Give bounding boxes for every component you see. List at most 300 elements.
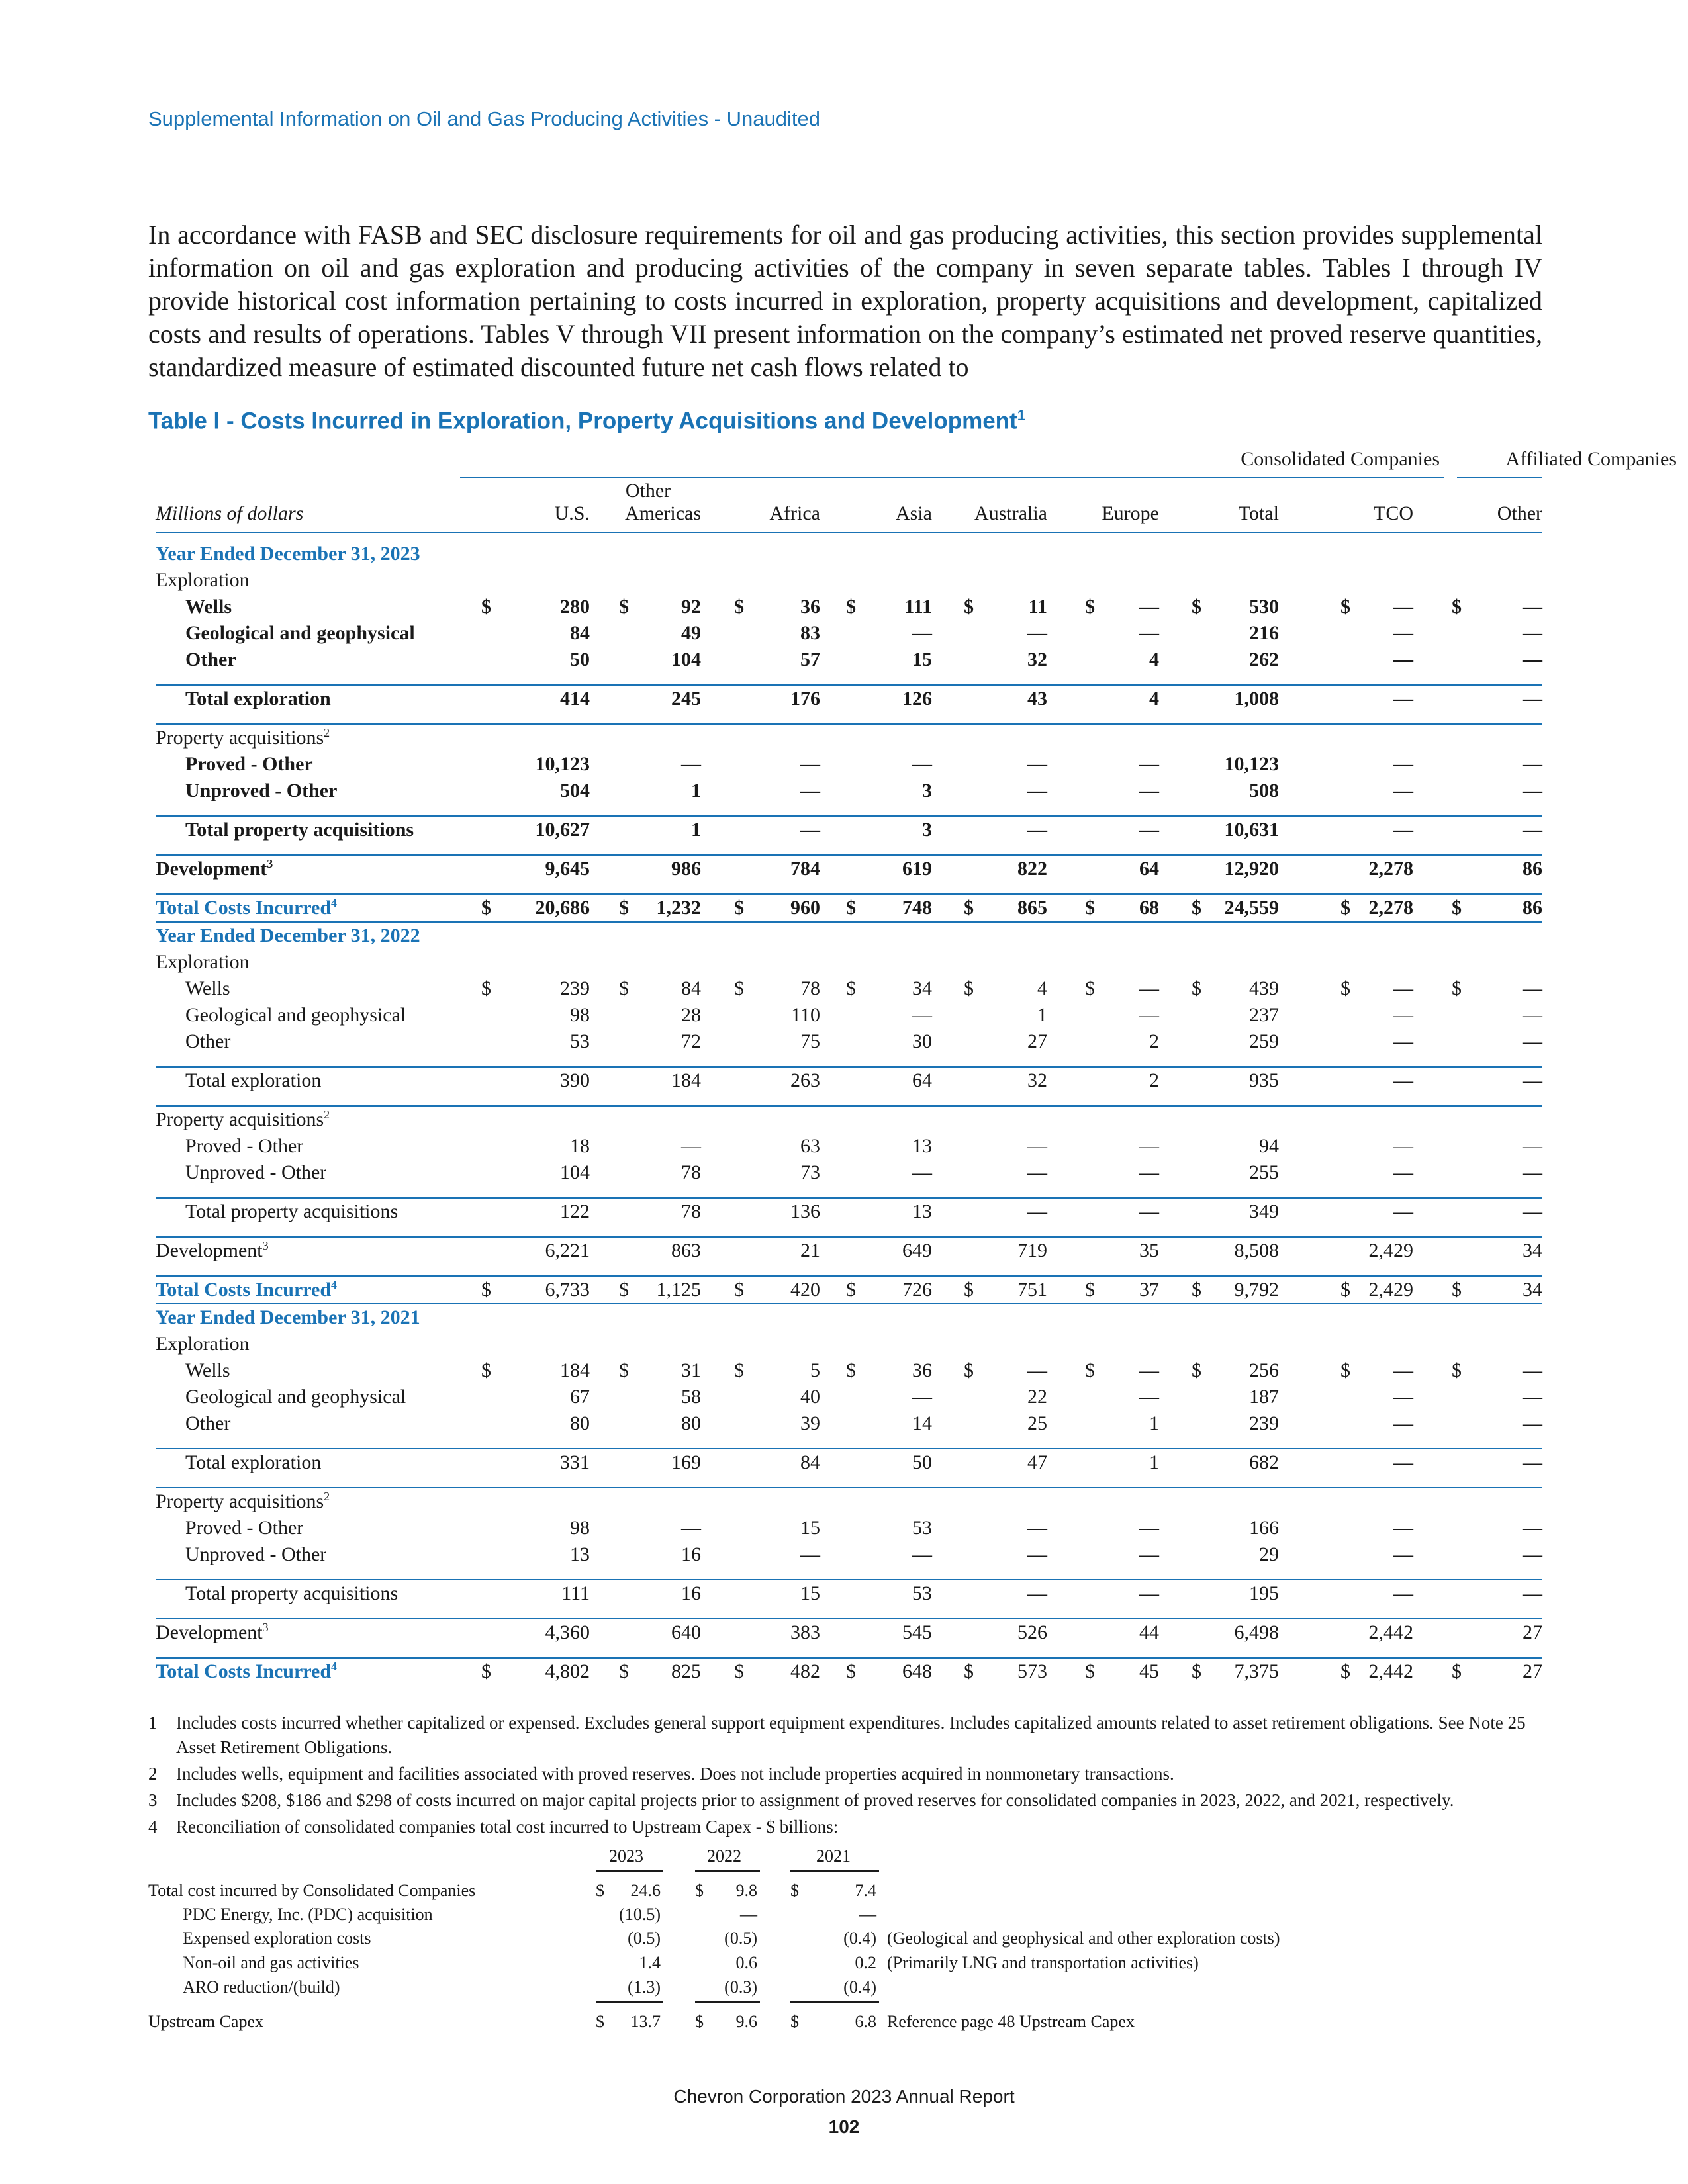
table-cell: 126 xyxy=(902,688,932,709)
table-cell: 2,442 xyxy=(1368,1621,1413,1643)
table-cell: 8,508 xyxy=(1234,1240,1279,1261)
dollar-sign: $ xyxy=(846,978,856,999)
table-cell: — xyxy=(1139,1517,1159,1539)
table-cell: 39 xyxy=(800,1412,820,1434)
table-cell: 83 xyxy=(800,622,820,644)
row-label-text: Total exploration xyxy=(185,688,331,709)
recon-row xyxy=(148,1927,1542,1950)
table-cell: 16 xyxy=(681,1582,701,1604)
row-label xyxy=(156,567,250,594)
page-header: Supplemental Information on Oil and Gas Producing Activities - Unaudited xyxy=(148,107,820,130)
row-label-text: Property acquisitions xyxy=(156,1490,324,1512)
dollar-sign: $ xyxy=(619,1661,629,1682)
dollar-sign: $ xyxy=(1452,978,1462,999)
table-cell: — xyxy=(1393,1412,1413,1434)
dollar-sign: $ xyxy=(1340,1279,1350,1300)
table-cell: 75 xyxy=(800,1030,820,1052)
table-cell: — xyxy=(1393,688,1413,709)
table-cell: 3 xyxy=(922,819,932,841)
dollar-sign: $ xyxy=(481,1279,491,1300)
table-cell: — xyxy=(1393,780,1413,801)
row-label xyxy=(185,1199,398,1225)
footnote-ref: 4 xyxy=(331,1278,338,1291)
column-header-line1 xyxy=(1281,480,1413,502)
recon-header-rule xyxy=(790,1870,879,1872)
table-cell: 748 xyxy=(902,897,932,919)
row-label-text: Development xyxy=(156,1240,263,1261)
table-cell: — xyxy=(1523,1412,1542,1434)
table-cell: 2 xyxy=(1149,1069,1159,1091)
row-label-text: Exploration xyxy=(156,1333,250,1355)
table-cell: — xyxy=(1027,622,1047,644)
table-cell: 5 xyxy=(810,1359,820,1381)
table-cell: — xyxy=(1027,1161,1047,1183)
table-row xyxy=(156,751,1542,778)
table-cell: 414 xyxy=(560,688,590,709)
table-cell: 935 xyxy=(1249,1069,1279,1091)
row-label xyxy=(185,647,236,673)
table-cell: 57 xyxy=(800,649,820,670)
table-cell: — xyxy=(1027,1582,1047,1604)
column-header xyxy=(1147,480,1279,525)
table-cell: 30 xyxy=(912,1030,932,1052)
table-cell: 2,429 xyxy=(1368,1240,1413,1261)
row-label xyxy=(185,1357,230,1384)
table-cell: — xyxy=(1523,1517,1542,1539)
recon-cell: — xyxy=(859,1905,876,1924)
table-cell: 43 xyxy=(1027,688,1047,709)
table-cell: 1 xyxy=(1149,1412,1159,1434)
table-cell: 239 xyxy=(1249,1412,1279,1434)
row-label-text: Unproved - Other xyxy=(185,780,338,801)
table-cell: 169 xyxy=(671,1451,701,1473)
table-cell: 4 xyxy=(1149,649,1159,670)
dollar-sign: $ xyxy=(964,1359,974,1381)
footnote-number: 3 xyxy=(148,1790,158,1810)
dollar-sign: $ xyxy=(619,1359,629,1381)
table-row xyxy=(156,893,1542,921)
table-cell: — xyxy=(1523,1161,1542,1183)
table-cell: 36 xyxy=(912,1359,932,1381)
row-label-text: Unproved - Other xyxy=(185,1161,327,1183)
recon-cell: (0.5) xyxy=(628,1929,661,1948)
footnotes xyxy=(148,1711,1542,1841)
dollar-sign: $ xyxy=(790,1881,799,1900)
row-label-text: Wells xyxy=(185,1359,230,1381)
column-header-line2: Africa xyxy=(769,502,820,524)
table-cell: — xyxy=(1139,1161,1159,1183)
table-cell: — xyxy=(1139,1543,1159,1565)
table-row xyxy=(156,1236,1542,1264)
row-label xyxy=(156,1619,269,1646)
recon-note: (Primarily LNG and transportation activities) xyxy=(887,1953,1199,1972)
table-cell: — xyxy=(1139,1582,1159,1604)
dollar-sign: $ xyxy=(1340,1661,1350,1682)
table-cell: — xyxy=(800,753,820,775)
table-cell: — xyxy=(681,1135,701,1157)
table-cell: 20,686 xyxy=(535,897,590,919)
header-rule xyxy=(156,532,1542,533)
table-cell: 530 xyxy=(1249,596,1279,617)
table-cell: 13 xyxy=(570,1543,590,1565)
table-cell: 439 xyxy=(1249,978,1279,999)
recon-cell: (0.4) xyxy=(843,1978,876,1997)
table-cell: 25 xyxy=(1027,1412,1047,1434)
dollar-sign: $ xyxy=(1085,1661,1095,1682)
footnote-ref: 3 xyxy=(262,1621,269,1634)
row-label-text: Exploration xyxy=(156,569,250,591)
table-cell: 4,360 xyxy=(545,1621,590,1643)
column-header xyxy=(1410,480,1542,525)
row-label xyxy=(185,1028,230,1055)
dollar-sign: $ xyxy=(1085,978,1095,999)
dollar-sign: $ xyxy=(1452,1359,1462,1381)
dollar-sign: $ xyxy=(1085,1359,1095,1381)
table-cell: — xyxy=(1523,1135,1542,1157)
table-row xyxy=(156,1275,1542,1303)
table-cell: 262 xyxy=(1249,649,1279,670)
table-cell: — xyxy=(1027,780,1047,801)
row-label-text: Total Costs Incurred xyxy=(156,1661,332,1682)
footnote-ref: 3 xyxy=(262,1239,269,1252)
table-cell: 256 xyxy=(1249,1359,1279,1381)
table-cell: 10,627 xyxy=(535,819,590,841)
table-cell: — xyxy=(1523,753,1542,775)
row-label-text: Development xyxy=(156,1621,263,1643)
table-cell: — xyxy=(1523,1386,1542,1408)
row-label-text: Wells xyxy=(185,978,230,999)
recon-row-label: ARO reduction/(build) xyxy=(183,1978,340,1997)
table-cell: 86 xyxy=(1523,897,1542,919)
table-cell: — xyxy=(1393,1582,1413,1604)
page-number: 102 xyxy=(828,2116,860,2137)
table-cell: — xyxy=(1393,1161,1413,1183)
table-cell: 45 xyxy=(1139,1661,1159,1682)
dollar-sign: $ xyxy=(734,596,744,617)
dollar-sign: $ xyxy=(846,897,856,919)
row-label-text: Other xyxy=(185,649,236,670)
table-row xyxy=(156,1357,1542,1384)
footnote-text: Includes costs incurred whether capitalized or expensed. Excludes general support equipment expenditures. Includes capitalized amounts related to asset retirement obligations. See Note 25 Asset Retirement Obligations. xyxy=(176,1713,1526,1757)
row-label xyxy=(156,1107,330,1133)
column-header xyxy=(569,480,701,525)
dollar-sign: $ xyxy=(734,978,744,999)
table-cell: — xyxy=(1523,1069,1542,1091)
table-cell: — xyxy=(1139,819,1159,841)
table-cell: 349 xyxy=(1249,1201,1279,1222)
recon-cell: (0.4) xyxy=(843,1929,876,1948)
section-label-row xyxy=(156,723,1542,751)
dollar-sign: $ xyxy=(596,2012,604,2031)
row-label-text: Total exploration xyxy=(185,1451,322,1473)
column-header xyxy=(1281,480,1413,525)
recon-cell: 9.8 xyxy=(735,1881,757,1900)
section-label-row xyxy=(156,1331,1542,1357)
table-row xyxy=(156,854,1542,882)
table-cell: 960 xyxy=(790,897,820,919)
footnote-ref: 2 xyxy=(324,1108,330,1121)
footnote-text: Reconciliation of consolidated companies total cost incurred to Upstream Capex - $ billions: xyxy=(176,1817,839,1837)
table-cell: — xyxy=(1523,622,1542,644)
dollar-sign: $ xyxy=(734,1661,744,1682)
table-cell: 53 xyxy=(912,1582,932,1604)
table-cell: 67 xyxy=(570,1386,590,1408)
table-cell: 64 xyxy=(912,1069,932,1091)
table-cell: 84 xyxy=(681,978,701,999)
table-cell: — xyxy=(1523,596,1542,617)
table-cell: 32 xyxy=(1027,649,1047,670)
table-cell: 187 xyxy=(1249,1386,1279,1408)
recon-row-label: Non-oil and gas activities xyxy=(183,1953,359,1972)
table-cell: 865 xyxy=(1017,897,1047,919)
row-label xyxy=(185,778,337,804)
dollar-sign: $ xyxy=(481,1359,491,1381)
table-cell: — xyxy=(1393,1359,1413,1381)
table-cell: 280 xyxy=(560,596,590,617)
table-cell: — xyxy=(912,1386,932,1408)
table-cell: — xyxy=(1027,819,1047,841)
table-cell: 15 xyxy=(800,1517,820,1539)
table-cell: 6,733 xyxy=(545,1279,590,1300)
dollar-sign: $ xyxy=(964,1279,974,1300)
section-label-row xyxy=(156,949,1542,976)
table-cell: 78 xyxy=(800,978,820,999)
table-cell: 259 xyxy=(1249,1030,1279,1052)
table-cell: 6,221 xyxy=(545,1240,590,1261)
row-label xyxy=(185,1580,398,1607)
table-cell: 94 xyxy=(1259,1135,1279,1157)
table-cell: — xyxy=(912,1004,932,1026)
units-label: Millions of dollars xyxy=(156,502,304,524)
row-label-text: Total Costs Incurred xyxy=(156,897,332,919)
table-cell: 37 xyxy=(1139,1279,1159,1300)
dollar-sign: $ xyxy=(964,897,974,919)
table-cell: — xyxy=(1393,1004,1413,1026)
table-cell: — xyxy=(1393,753,1413,775)
recon-row-label: PDC Energy, Inc. (PDC) acquisition xyxy=(183,1905,433,1924)
table-cell: 49 xyxy=(681,622,701,644)
row-label xyxy=(185,1541,326,1568)
table-title-footnote-ref: 1 xyxy=(1017,407,1025,424)
table-cell: 9,792 xyxy=(1234,1279,1279,1300)
table-cell: 12,920 xyxy=(1224,858,1279,880)
row-label xyxy=(185,1160,326,1186)
recon-total-rule xyxy=(790,2001,879,2003)
table-cell: 331 xyxy=(560,1451,590,1473)
table-cell: 16 xyxy=(681,1543,701,1565)
table-cell: 263 xyxy=(790,1069,820,1091)
table-cell: 34 xyxy=(1523,1240,1542,1261)
table-cell: 58 xyxy=(681,1386,701,1408)
row-label-text: Geological and geophysical xyxy=(185,1004,406,1026)
row-label-text: Total property acquisitions xyxy=(185,1582,399,1604)
dollar-sign: $ xyxy=(619,596,629,617)
table-row xyxy=(156,778,1542,804)
footnote xyxy=(148,1711,1542,1760)
table-cell: 72 xyxy=(681,1030,701,1052)
footnote xyxy=(148,1762,1542,1786)
dollar-sign: $ xyxy=(481,1661,491,1682)
table-cell: 2,429 xyxy=(1368,1279,1413,1300)
table-cell: 84 xyxy=(570,622,590,644)
row-label-text: Proved - Other xyxy=(185,1517,304,1539)
column-header-line2: Europe xyxy=(1102,502,1159,524)
recon-year-header: 2022 xyxy=(707,1846,741,1866)
footnote-ref: 4 xyxy=(331,1660,338,1673)
dollar-sign: $ xyxy=(596,1881,604,1900)
row-label xyxy=(185,817,414,843)
recon-header-rule xyxy=(596,1870,663,1872)
row-label xyxy=(156,725,330,751)
table-cell: — xyxy=(1393,978,1413,999)
row-label xyxy=(156,1277,337,1303)
dollar-sign: $ xyxy=(1340,978,1350,999)
dollar-sign: $ xyxy=(846,1279,856,1300)
group-header-affiliated: Affiliated Companies xyxy=(1505,448,1677,470)
table-cell: — xyxy=(800,819,820,841)
table-cell: 619 xyxy=(902,858,932,880)
row-label xyxy=(185,1410,230,1437)
table-cell: 80 xyxy=(681,1412,701,1434)
table-cell: 73 xyxy=(800,1161,820,1183)
table-cell: — xyxy=(800,1543,820,1565)
row-label-text: Total property acquisitions xyxy=(185,1201,399,1222)
table-cell: 390 xyxy=(560,1069,590,1091)
table-cell: 10,123 xyxy=(535,753,590,775)
table-cell: 545 xyxy=(902,1621,932,1643)
column-header-line1 xyxy=(800,480,932,502)
table-cell: 34 xyxy=(1523,1279,1542,1300)
dollar-sign: $ xyxy=(964,596,974,617)
recon-total-rule xyxy=(596,2001,663,2003)
table-cell: 111 xyxy=(904,596,932,617)
table-cell: 166 xyxy=(1249,1517,1279,1539)
table-cell: 24,559 xyxy=(1224,897,1279,919)
table-cell: 104 xyxy=(671,649,701,670)
dollar-sign: $ xyxy=(1192,978,1201,999)
footnote-text: Includes wells, equipment and facilities associated with proved reserves. Does not include properties acquired in nonmonetary transactions. xyxy=(176,1764,1174,1784)
column-header xyxy=(1027,480,1159,525)
dollar-sign: $ xyxy=(481,897,491,919)
table-cell: 11 xyxy=(1028,596,1047,617)
table-cell: 27 xyxy=(1523,1621,1542,1643)
footnote xyxy=(148,1788,1542,1813)
table-cell: 104 xyxy=(560,1161,590,1183)
table-cell: — xyxy=(1523,1359,1542,1381)
recon-cell: (10.5) xyxy=(619,1905,661,1924)
dollar-sign: $ xyxy=(964,1661,974,1682)
dollar-sign: $ xyxy=(1192,596,1201,617)
table-cell: 184 xyxy=(671,1069,701,1091)
table-row xyxy=(156,1197,1542,1225)
row-label xyxy=(156,1488,330,1515)
dollar-sign: $ xyxy=(734,1359,744,1381)
row-label-text: Exploration xyxy=(156,951,250,973)
footnote-number: 4 xyxy=(148,1817,158,1837)
table-cell: 237 xyxy=(1249,1004,1279,1026)
section-label-row xyxy=(156,567,1542,594)
row-label-text: Year Ended December 31, 2022 xyxy=(156,925,420,946)
row-label-text: Total Costs Incurred xyxy=(156,1279,332,1300)
table-cell: 110 xyxy=(791,1004,820,1026)
recon-total-rule xyxy=(695,2001,760,2003)
table-title-text: Table I - Costs Incurred in Exploration, Property Acquisitions and Development xyxy=(148,408,1017,434)
dollar-sign: $ xyxy=(846,596,856,617)
table-cell: 255 xyxy=(1249,1161,1279,1183)
table-cell: — xyxy=(1393,1543,1413,1565)
table-cell: — xyxy=(912,1161,932,1183)
table-cell: 2,278 xyxy=(1368,858,1413,880)
row-label xyxy=(185,976,230,1002)
table-cell: 822 xyxy=(1017,858,1047,880)
recon-year-header: 2021 xyxy=(816,1846,851,1866)
dollar-sign: $ xyxy=(619,978,629,999)
table-cell: 18 xyxy=(570,1135,590,1157)
table-cell: — xyxy=(1523,1582,1542,1604)
table-row xyxy=(156,647,1542,673)
footnote-number: 2 xyxy=(148,1764,158,1784)
recon-cell: 1.4 xyxy=(639,1953,661,1972)
column-header-line2: U.S. xyxy=(554,502,590,524)
page-footer: Chevron Corporation 2023 Annual Report xyxy=(673,2086,1015,2107)
table-row xyxy=(156,1160,1542,1186)
section-label-row xyxy=(156,1487,1542,1515)
footnote-ref: 4 xyxy=(331,896,338,909)
footnote-ref: 3 xyxy=(267,857,273,870)
recon-cell: 6.8 xyxy=(855,2012,876,2031)
column-header-line1 xyxy=(1410,480,1542,502)
table-cell: 86 xyxy=(1523,858,1542,880)
table-row xyxy=(156,1133,1542,1160)
column-header-line2: Other xyxy=(1497,502,1542,524)
row-label xyxy=(156,895,337,921)
table-cell: 1 xyxy=(691,819,701,841)
table-cell: 64 xyxy=(1139,858,1159,880)
table-cell: — xyxy=(1393,1517,1413,1539)
table-cell: 1,232 xyxy=(656,897,701,919)
row-label-text: Wells xyxy=(185,596,232,617)
recon-row xyxy=(148,1880,1542,1902)
row-label xyxy=(156,1304,420,1331)
table-cell: 22 xyxy=(1027,1386,1047,1408)
footnote-ref: 2 xyxy=(324,726,330,739)
column-header-line2: Asia xyxy=(896,502,932,524)
table-cell: 726 xyxy=(902,1279,932,1300)
footnote-text: Includes $208, $186 and $298 of costs incurred on major capital projects prior to assignment of proved reserves for consolidated companies in 2023, 2022, and 2021, respectively. xyxy=(176,1790,1454,1810)
table-cell: — xyxy=(1393,596,1413,617)
table-cell: 526 xyxy=(1017,1621,1047,1643)
table-cell: 3 xyxy=(922,780,932,801)
row-label xyxy=(156,1659,337,1685)
dollar-sign: $ xyxy=(619,1279,629,1300)
row-label-text: Geological and geophysical xyxy=(185,622,415,644)
row-label-text: Total property acquisitions xyxy=(185,819,414,841)
table-cell: 36 xyxy=(800,596,820,617)
table-cell: 649 xyxy=(902,1240,932,1261)
table-cell: 10,631 xyxy=(1224,819,1279,841)
footnote-number: 1 xyxy=(148,1713,158,1733)
table-cell: — xyxy=(1393,649,1413,670)
row-label xyxy=(185,1133,303,1160)
table-row xyxy=(156,594,1542,620)
table-cell: 682 xyxy=(1249,1451,1279,1473)
table-cell: 63 xyxy=(800,1135,820,1157)
dollar-sign: $ xyxy=(1452,1661,1462,1682)
table-cell: 14 xyxy=(912,1412,932,1434)
table-cell: — xyxy=(1139,753,1159,775)
year-heading-row xyxy=(156,1303,1542,1331)
table-cell: — xyxy=(1523,780,1542,801)
